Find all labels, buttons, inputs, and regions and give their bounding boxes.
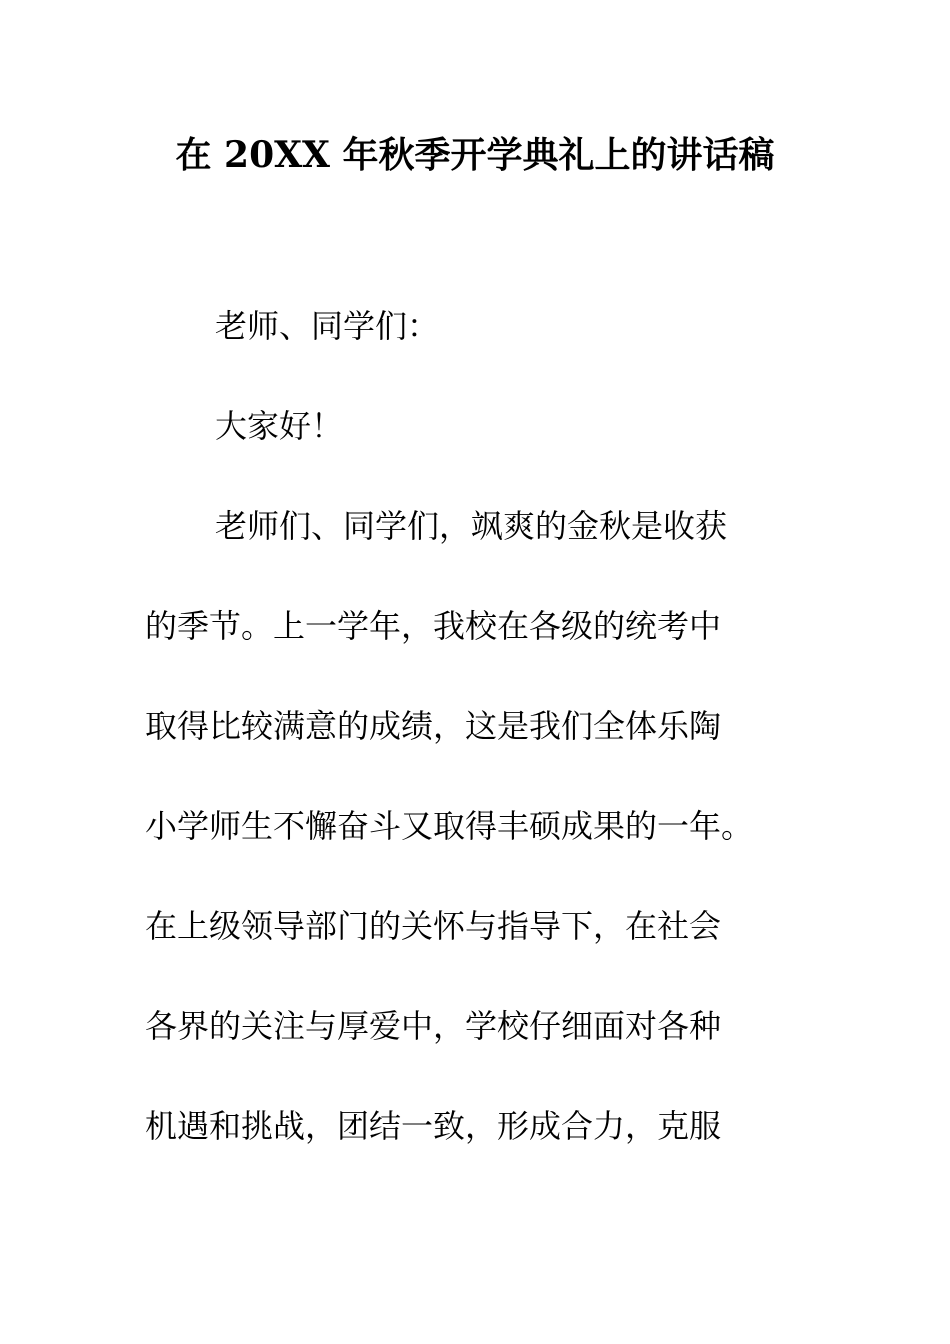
greeting-line: 大家好！ [215,407,344,445]
paragraph-line: 在上级领导部门的关怀与指导下，在社会 [145,907,722,945]
paragraph-line: 取得比较满意的成绩，这是我们全体乐陶 [145,707,722,745]
paragraph-line: 各界的关注与厚爱中，学校仔细面对各种 [145,1007,722,1045]
salutation-line: 老师、同学们： [215,307,440,345]
paragraph-line: 小学师生不懈奋斗又取得丰硕成果的一年。 [145,807,754,845]
paragraph-line: 老师们、同学们，飒爽的金秋是收获 [215,507,728,545]
document-title: 在 20XX 年秋季开学典礼上的讲话稿 [175,134,775,176]
paragraph-line: 的季节。上一学年，我校在各级的统考中 [145,607,722,645]
paragraph-line: 机遇和挑战，团结一致，形成合力，克服 [145,1107,722,1145]
